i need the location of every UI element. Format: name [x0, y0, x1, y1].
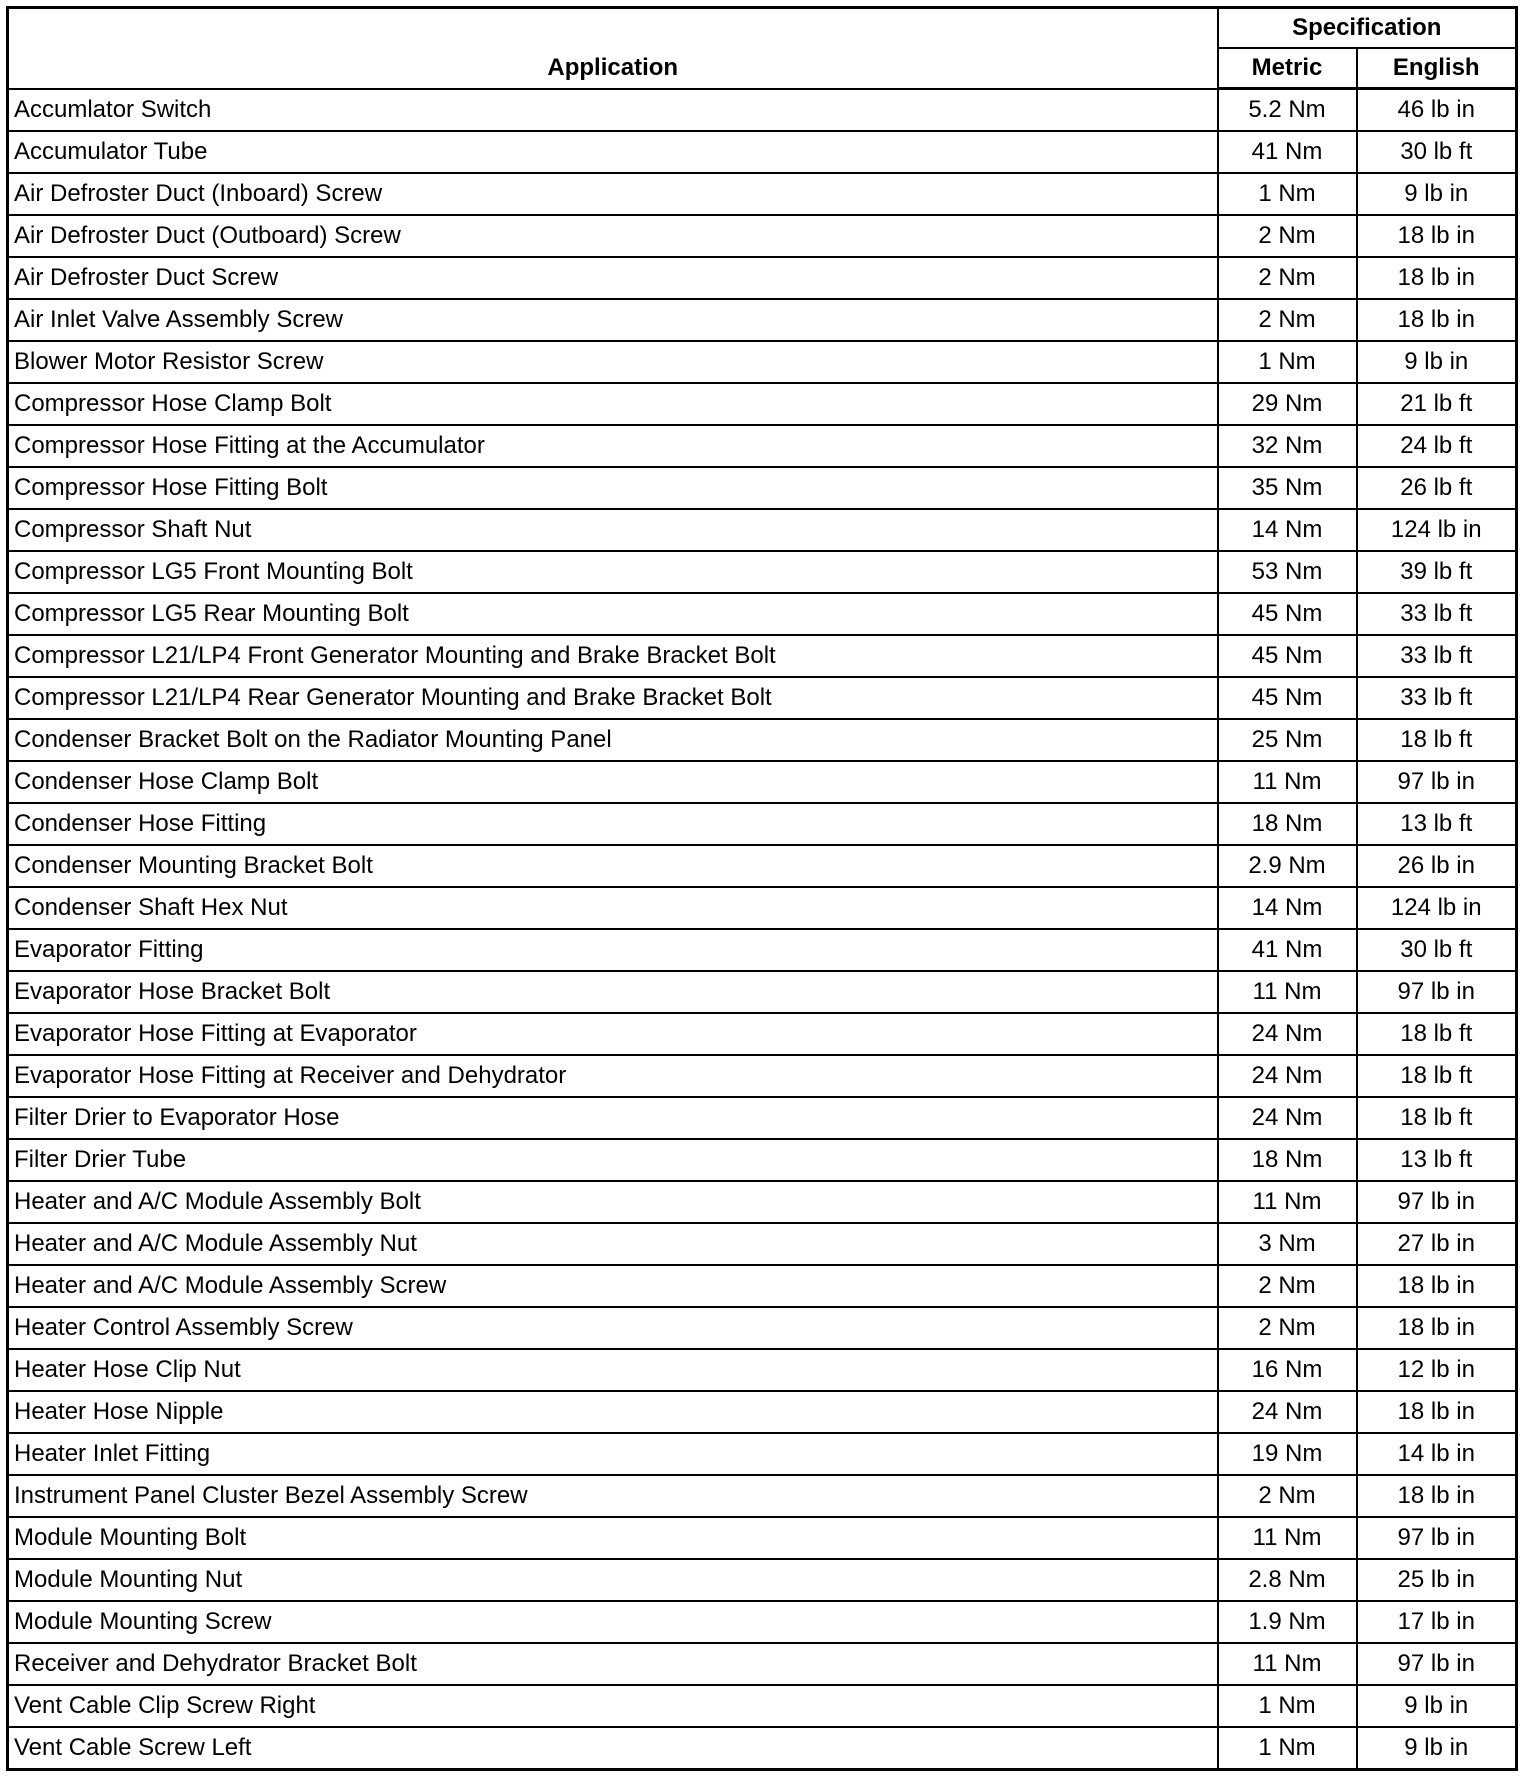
english-cell: 30 lb ft [1357, 131, 1517, 173]
application-cell: Evaporator Fitting [8, 929, 1218, 971]
table-row [8, 1433, 1517, 1475]
english-cell: 46 lb in [1357, 89, 1517, 132]
english-cell: 9 lb in [1357, 1685, 1517, 1727]
table-body [8, 89, 1517, 1770]
application-cell: Vent Cable Screw Left [8, 1727, 1218, 1770]
table-row [8, 173, 1517, 215]
metric-cell: 24 Nm [1218, 1055, 1357, 1097]
table-row [8, 89, 1517, 132]
english-cell: 24 lb ft [1357, 425, 1517, 467]
table-row [8, 761, 1517, 803]
application-cell: Accumulator Tube [8, 131, 1218, 173]
english-cell: 25 lb in [1357, 1559, 1517, 1601]
english-cell: 18 lb in [1357, 1265, 1517, 1307]
metric-cell: 2 Nm [1218, 257, 1357, 299]
application-cell: Blower Motor Resistor Screw [8, 341, 1218, 383]
application-cell: Filter Drier Tube [8, 1139, 1218, 1181]
table-row [8, 1685, 1517, 1727]
application-cell: Receiver and Dehydrator Bracket Bolt [8, 1643, 1218, 1685]
metric-cell: 2 Nm [1218, 299, 1357, 341]
english-cell: 18 lb ft [1357, 1097, 1517, 1139]
application-cell: Filter Drier to Evaporator Hose [8, 1097, 1218, 1139]
application-cell: Instrument Panel Cluster Bezel Assembly Screw [8, 1475, 1218, 1517]
english-cell: 13 lb ft [1357, 803, 1517, 845]
english-cell: 39 lb ft [1357, 551, 1517, 593]
table-row [8, 971, 1517, 1013]
metric-cell: 2.8 Nm [1218, 1559, 1357, 1601]
english-cell: 9 lb in [1357, 341, 1517, 383]
application-cell: Compressor Shaft Nut [8, 509, 1218, 551]
application-cell: Module Mounting Bolt [8, 1517, 1218, 1559]
table-header [8, 8, 1517, 89]
metric-cell: 11 Nm [1218, 1643, 1357, 1685]
application-cell: Air Defroster Duct (Inboard) Screw [8, 173, 1218, 215]
application-cell: Compressor LG5 Rear Mounting Bolt [8, 593, 1218, 635]
table-row [8, 509, 1517, 551]
application-cell: Heater Inlet Fitting [8, 1433, 1218, 1475]
english-cell: 18 lb in [1357, 1391, 1517, 1433]
english-cell: 33 lb ft [1357, 635, 1517, 677]
english-cell: 124 lb in [1357, 887, 1517, 929]
english-cell: 18 lb in [1357, 215, 1517, 257]
metric-cell: 11 Nm [1218, 761, 1357, 803]
metric-cell: 53 Nm [1218, 551, 1357, 593]
table-row [8, 719, 1517, 761]
table-row [8, 593, 1517, 635]
metric-cell: 2 Nm [1218, 1475, 1357, 1517]
application-cell: Compressor Hose Fitting Bolt [8, 467, 1218, 509]
metric-cell: 16 Nm [1218, 1349, 1357, 1391]
english-cell: 18 lb ft [1357, 719, 1517, 761]
table-row [8, 1643, 1517, 1685]
english-cell: 18 lb in [1357, 299, 1517, 341]
table-row [8, 887, 1517, 929]
english-cell: 18 lb ft [1357, 1055, 1517, 1097]
english-cell: 18 lb ft [1357, 1013, 1517, 1055]
metric-cell: 18 Nm [1218, 1139, 1357, 1181]
english-cell: 18 lb in [1357, 1475, 1517, 1517]
application-column-header: Application [8, 8, 1218, 89]
table-row [8, 1013, 1517, 1055]
metric-cell: 41 Nm [1218, 131, 1357, 173]
metric-cell: 32 Nm [1218, 425, 1357, 467]
english-cell: 33 lb ft [1357, 677, 1517, 719]
table-row [8, 1727, 1517, 1770]
specification-column-header: Specification [1218, 8, 1517, 49]
english-cell: 97 lb in [1357, 761, 1517, 803]
table-row [8, 1517, 1517, 1559]
table-row [8, 845, 1517, 887]
table-row [8, 341, 1517, 383]
header-row-top [8, 8, 1517, 49]
english-cell: 26 lb in [1357, 845, 1517, 887]
application-cell: Heater and A/C Module Assembly Screw [8, 1265, 1218, 1307]
english-cell: 21 lb ft [1357, 383, 1517, 425]
english-cell: 9 lb in [1357, 1727, 1517, 1770]
table-row [8, 1307, 1517, 1349]
application-cell: Air Defroster Duct (Outboard) Screw [8, 215, 1218, 257]
metric-cell: 19 Nm [1218, 1433, 1357, 1475]
english-cell: 97 lb in [1357, 1181, 1517, 1223]
english-cell: 18 lb in [1357, 1307, 1517, 1349]
metric-cell: 41 Nm [1218, 929, 1357, 971]
application-cell: Evaporator Hose Bracket Bolt [8, 971, 1218, 1013]
table-row [8, 257, 1517, 299]
english-cell: 18 lb in [1357, 257, 1517, 299]
english-cell: 124 lb in [1357, 509, 1517, 551]
english-cell: 26 lb ft [1357, 467, 1517, 509]
metric-cell: 24 Nm [1218, 1013, 1357, 1055]
english-cell: 33 lb ft [1357, 593, 1517, 635]
application-cell: Condenser Hose Fitting [8, 803, 1218, 845]
application-cell: Compressor LG5 Front Mounting Bolt [8, 551, 1218, 593]
metric-cell: 1 Nm [1218, 1685, 1357, 1727]
table-row [8, 929, 1517, 971]
application-cell: Evaporator Hose Fitting at Receiver and Dehydrator [8, 1055, 1218, 1097]
english-cell: 30 lb ft [1357, 929, 1517, 971]
metric-cell: 45 Nm [1218, 635, 1357, 677]
metric-cell: 1 Nm [1218, 173, 1357, 215]
application-cell: Air Inlet Valve Assembly Screw [8, 299, 1218, 341]
fastener-specification-table [6, 6, 1518, 1771]
metric-cell: 24 Nm [1218, 1097, 1357, 1139]
english-cell: 9 lb in [1357, 173, 1517, 215]
metric-cell: 11 Nm [1218, 1181, 1357, 1223]
table-row [8, 1223, 1517, 1265]
table-row [8, 131, 1517, 173]
metric-cell: 1 Nm [1218, 341, 1357, 383]
table-row [8, 383, 1517, 425]
table-row [8, 425, 1517, 467]
english-cell: 97 lb in [1357, 1643, 1517, 1685]
application-cell: Compressor Hose Fitting at the Accumulator [8, 425, 1218, 467]
table-row [8, 1139, 1517, 1181]
table-row [8, 1391, 1517, 1433]
application-cell: Condenser Bracket Bolt on the Radiator Mounting Panel [8, 719, 1218, 761]
table-row [8, 1097, 1517, 1139]
application-cell: Compressor L21/LP4 Rear Generator Mounting and Brake Bracket Bolt [8, 677, 1218, 719]
metric-cell: 2.9 Nm [1218, 845, 1357, 887]
application-cell: Condenser Mounting Bracket Bolt [8, 845, 1218, 887]
application-cell: Evaporator Hose Fitting at Evaporator [8, 1013, 1218, 1055]
metric-cell: 45 Nm [1218, 677, 1357, 719]
table-row [8, 215, 1517, 257]
application-cell: Air Defroster Duct Screw [8, 257, 1218, 299]
application-cell: Module Mounting Nut [8, 1559, 1218, 1601]
application-cell: Compressor L21/LP4 Front Generator Mounting and Brake Bracket Bolt [8, 635, 1218, 677]
metric-cell: 11 Nm [1218, 1517, 1357, 1559]
table-row [8, 1055, 1517, 1097]
metric-cell: 18 Nm [1218, 803, 1357, 845]
metric-cell: 14 Nm [1218, 509, 1357, 551]
application-cell: Accumlator Switch [8, 89, 1218, 132]
metric-cell: 2 Nm [1218, 1265, 1357, 1307]
table-row [8, 551, 1517, 593]
application-cell: Module Mounting Screw [8, 1601, 1218, 1643]
english-cell: 13 lb ft [1357, 1139, 1517, 1181]
metric-column-header: Metric [1218, 48, 1357, 89]
table-row [8, 299, 1517, 341]
application-cell: Heater Hose Nipple [8, 1391, 1218, 1433]
metric-cell: 11 Nm [1218, 971, 1357, 1013]
application-cell: Heater and A/C Module Assembly Nut [8, 1223, 1218, 1265]
metric-cell: 5.2 Nm [1218, 89, 1357, 132]
application-cell: Condenser Shaft Hex Nut [8, 887, 1218, 929]
application-cell: Condenser Hose Clamp Bolt [8, 761, 1218, 803]
metric-cell: 45 Nm [1218, 593, 1357, 635]
metric-cell: 24 Nm [1218, 1391, 1357, 1433]
table-row [8, 1559, 1517, 1601]
metric-cell: 2 Nm [1218, 215, 1357, 257]
table-row [8, 677, 1517, 719]
table-row [8, 1601, 1517, 1643]
metric-cell: 3 Nm [1218, 1223, 1357, 1265]
english-column-header: English [1357, 48, 1517, 89]
english-cell: 97 lb in [1357, 1517, 1517, 1559]
english-cell: 17 lb in [1357, 1601, 1517, 1643]
table-row [8, 635, 1517, 677]
application-cell: Heater and A/C Module Assembly Bolt [8, 1181, 1218, 1223]
metric-cell: 35 Nm [1218, 467, 1357, 509]
metric-cell: 14 Nm [1218, 887, 1357, 929]
table-row [8, 1475, 1517, 1517]
english-cell: 97 lb in [1357, 971, 1517, 1013]
metric-cell: 25 Nm [1218, 719, 1357, 761]
metric-cell: 1 Nm [1218, 1727, 1357, 1770]
table-row [8, 1181, 1517, 1223]
metric-cell: 29 Nm [1218, 383, 1357, 425]
application-cell: Compressor Hose Clamp Bolt [8, 383, 1218, 425]
table-row [8, 803, 1517, 845]
english-cell: 12 lb in [1357, 1349, 1517, 1391]
application-cell: Vent Cable Clip Screw Right [8, 1685, 1218, 1727]
table-row [8, 1349, 1517, 1391]
application-cell: Heater Hose Clip Nut [8, 1349, 1218, 1391]
english-cell: 27 lb in [1357, 1223, 1517, 1265]
metric-cell: 1.9 Nm [1218, 1601, 1357, 1643]
application-cell: Heater Control Assembly Screw [8, 1307, 1218, 1349]
english-cell: 14 lb in [1357, 1433, 1517, 1475]
table-row [8, 1265, 1517, 1307]
metric-cell: 2 Nm [1218, 1307, 1357, 1349]
table-row [8, 467, 1517, 509]
